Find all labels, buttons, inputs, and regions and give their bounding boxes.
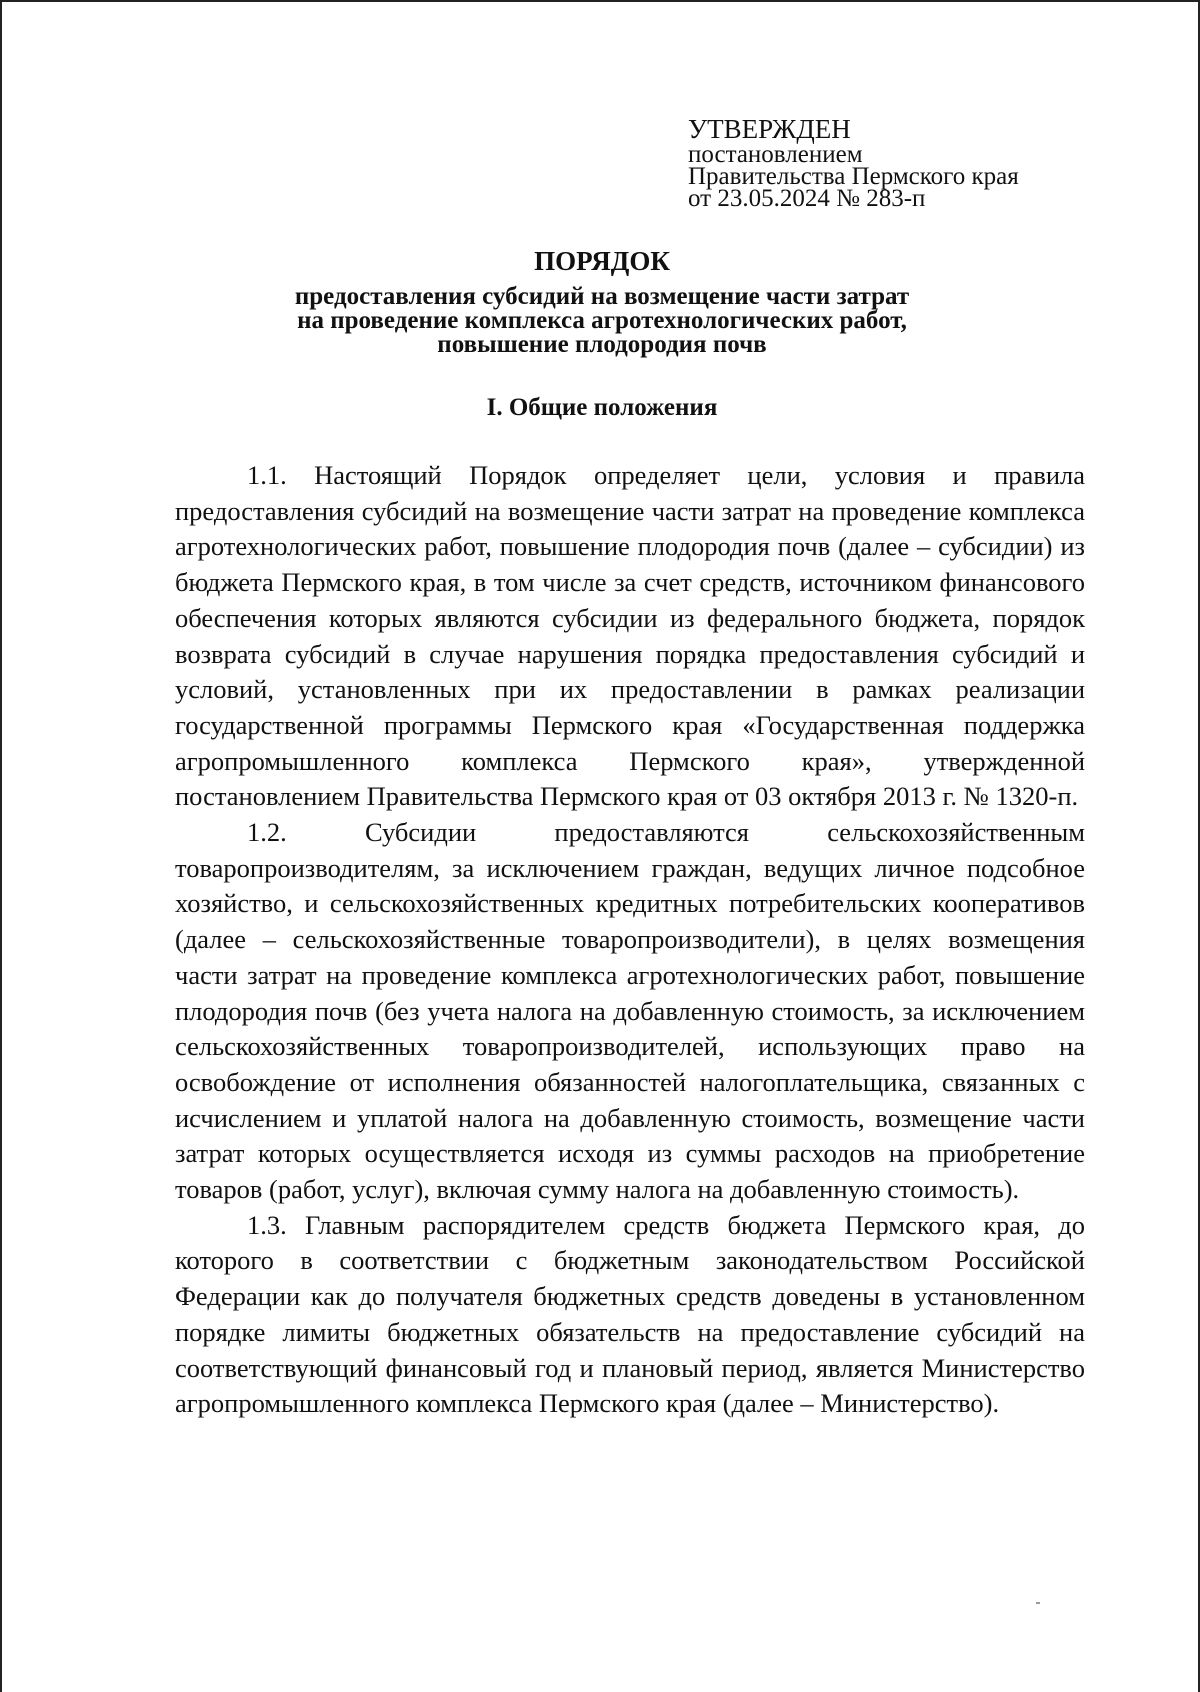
subtitle-line-1: предоставления субсидий на возмещение части затрат bbox=[294, 283, 910, 310]
approval-status: УТВЕРЖДЕН bbox=[688, 114, 851, 144]
document-subtitle bbox=[2, 285, 1200, 357]
subtitle-line-2: на проведение комплекса агротехнологических работ, bbox=[297, 307, 907, 334]
section-heading: I. Общие положения bbox=[486, 394, 718, 421]
paragraph-1-3: 1.3. Главным распорядителем средств бюджета Пермского края, до которого в соответствии с бюджетным законодательством Российской Федерации как до получателя бюджетных средств доведены в установленном порядке лимиты бюджетных обязательств на предоставление субсидий на соответствующий финансовый год и плановый период, является Министерство агропромышленного комплекса Пермского края (далее – Министерство). bbox=[175, 1209, 1085, 1419]
subtitle-line-3: повышение плодородия почв bbox=[437, 331, 767, 358]
paragraph-1-2: 1.2. Субсидии предоставляются сельскохозяйственным товаропроизводителям, за исключением граждан, ведущих личное подсобное хозяйство, и сельскохозяйственных кредитных потребительских кооперативов (далее – сельскохозяйственные товаропроизводители), в целях возмещения части затрат на проведение комплекса агротехнологических работ, повышение плодородия почв (без учета налога на добавленную стоимость, за исключением сельскохозяйственных товаропроизводителей, использующих право на освобождение от исполнения обязанностей налогоплательщика, связанных с исчислением и уплатой налога на добавленную стоимость, возмещение части затрат которых осуществляется исходя из суммы расходов на приобретение товаров (работ, услуг), включая сумму налога на добавленную стоимость). bbox=[175, 817, 1085, 1205]
scan-artifact bbox=[1036, 1602, 1040, 1604]
approval-stamp bbox=[688, 114, 1168, 210]
approval-line-3: от 23.05.2024 № 283-п bbox=[688, 185, 926, 212]
section-body bbox=[175, 458, 1085, 1422]
approval-line-1: постановлением bbox=[688, 141, 863, 168]
paragraph-1-1: 1.1. Настоящий Порядок определяет цели, условия и правила предоставления субсидий на возмещение части затрат на проведение комплекса агротехнологических работ, повышение плодородия почв (далее – субсидии) из бюджета Пермского края, в том числе за счет средств, источником финансового обеспечения которых являются субсидии из федерального бюджета, порядок возврата субсидий в случае нарушения порядка предоставления субсидий и условий, установленных при их предоставлении в рамках реализации государственной программы Пермского края «Государственная поддержка агропромышленного комплекса Пермского края», утвержденной постановлением Правительства Пермского края от 03 октября 2013 г. № 1320-п. bbox=[175, 460, 1085, 812]
document-title: ПОРЯДОК bbox=[534, 246, 670, 276]
approval-line-2: Правительства Пермского края bbox=[688, 163, 1019, 190]
